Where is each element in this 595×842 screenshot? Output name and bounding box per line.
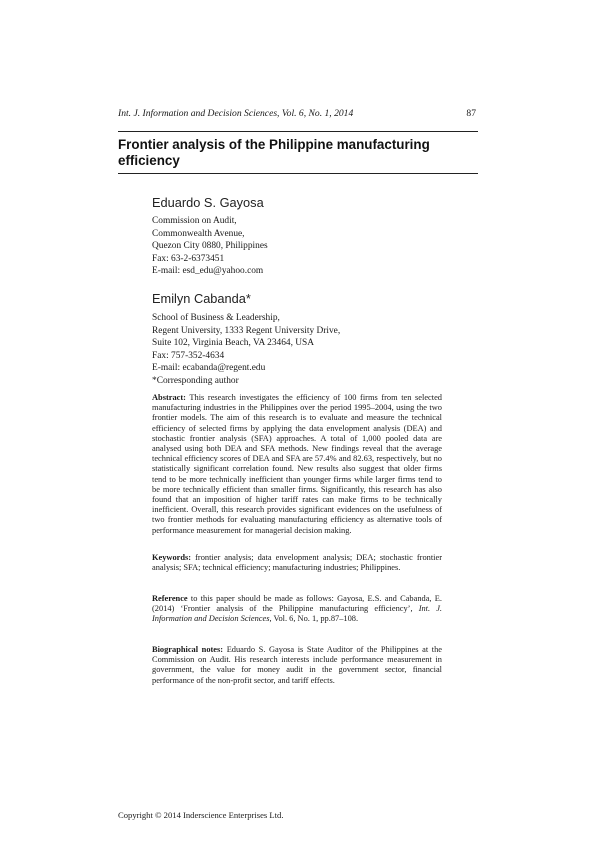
bio-label: Biographical notes: — [152, 645, 224, 654]
author-affiliation-1 — [152, 215, 268, 278]
keywords-text: frontier analysis; data envelopment analysis; DEA; stochastic frontier analysis; SFA; technical efficiency; manufacturing industries; Philippines. — [152, 553, 442, 573]
author-name-2: Emilyn Cabanda* — [152, 291, 251, 306]
biographical-notes — [152, 645, 442, 686]
affiliation-line: E-mail: ecabanda@regent.edu — [152, 363, 266, 374]
author-name-1: Eduardo S. Gayosa — [152, 195, 264, 210]
affiliation-line: Suite 102, Virginia Beach, VA 23464, USA — [152, 338, 315, 349]
title-rule-bottom — [118, 173, 478, 174]
keywords-label: Keywords: — [152, 553, 192, 562]
affiliation-line: School of Business & Leadership, — [152, 313, 280, 323]
affiliation-line: Quezon City 0880, Philippines — [152, 241, 268, 252]
reference — [152, 594, 442, 625]
reference-text: to this paper should be made as follows: Gayosa, E.S. and Cabanda, E. (2014) ‘Frontier analysis of the Philippine manufacturing efficiency’, — [152, 594, 442, 614]
reference-journal: Int. J. Information and Decision Sciences — [152, 604, 443, 624]
paper-title: Frontier analysis of the Philippine manufacturing efficiency — [118, 137, 430, 168]
running-header — [118, 108, 476, 119]
page-number: 87 — [466, 108, 476, 119]
affiliation-line: E-mail: esd_edu@yahoo.com — [152, 266, 264, 277]
title-rule-top — [118, 131, 478, 132]
abstract-text: This research investigates the efficiency of 100 firms from ten selected manufacturing industries in the Philippines over the period 1995–2004, using the two frontier models. The aim of this research is to evaluate and measure the technical efficiency of selected firms by applying the data envelopment analysis (DEA) and stochastic frontier analysis (SFA) approaches. A total of 1,000 pooled data are analysed using both DEA and SFA methods. New findings reveal that the average technical efficiency scores of DEA and SFA are 57.4% and 82.63, respectively, but no statistically significant correlation found. New results also suggest that older firms tend to be more technically inefficient than younger firms while larger firms tend to be more technically efficient than smaller firms. Significantly, this research has also found that an imposition of higher tariff rates can make firms to be technically inefficient. Overall, this research provides significant evidences on the usefulness of two frontier methods for evaluating manufacturing efficiency as alternative tools of performance measurement for managerial decision making. — [152, 393, 442, 535]
copyright-footer: Copyright © 2014 Inderscience Enterprises Ltd. — [118, 810, 284, 820]
abstract — [152, 393, 442, 536]
affiliation-line: Fax: 757-352-4634 — [152, 350, 225, 361]
affiliation-line: *Corresponding author — [152, 375, 239, 386]
bio-text: Eduardo S. Gayosa is State Auditor of the Philippines at the Commission on Audit. His research interests include performance measurement in government, the value for money audit in the government sector, financial performance of the non-profit sector, and tariff effects. — [152, 645, 443, 685]
affiliation-line: Commonwealth Avenue, — [152, 228, 245, 239]
abstract-label: Abstract: — [152, 393, 186, 402]
reference-volume: , Vol. 6, No. 1, pp.87–108. — [269, 614, 359, 624]
journal-citation: Int. J. Information and Decision Sciences, Vol. 6, No. 1, 2014 — [118, 108, 354, 119]
author-affiliation-2 — [152, 312, 340, 388]
keywords — [152, 553, 442, 573]
reference-label: Reference — [152, 594, 188, 603]
affiliation-line: Fax: 63-2-6373451 — [152, 253, 225, 264]
affiliation-line: Commission on Audit, — [152, 216, 237, 226]
affiliation-line: Regent University, 1333 Regent University Drive, — [152, 325, 341, 336]
